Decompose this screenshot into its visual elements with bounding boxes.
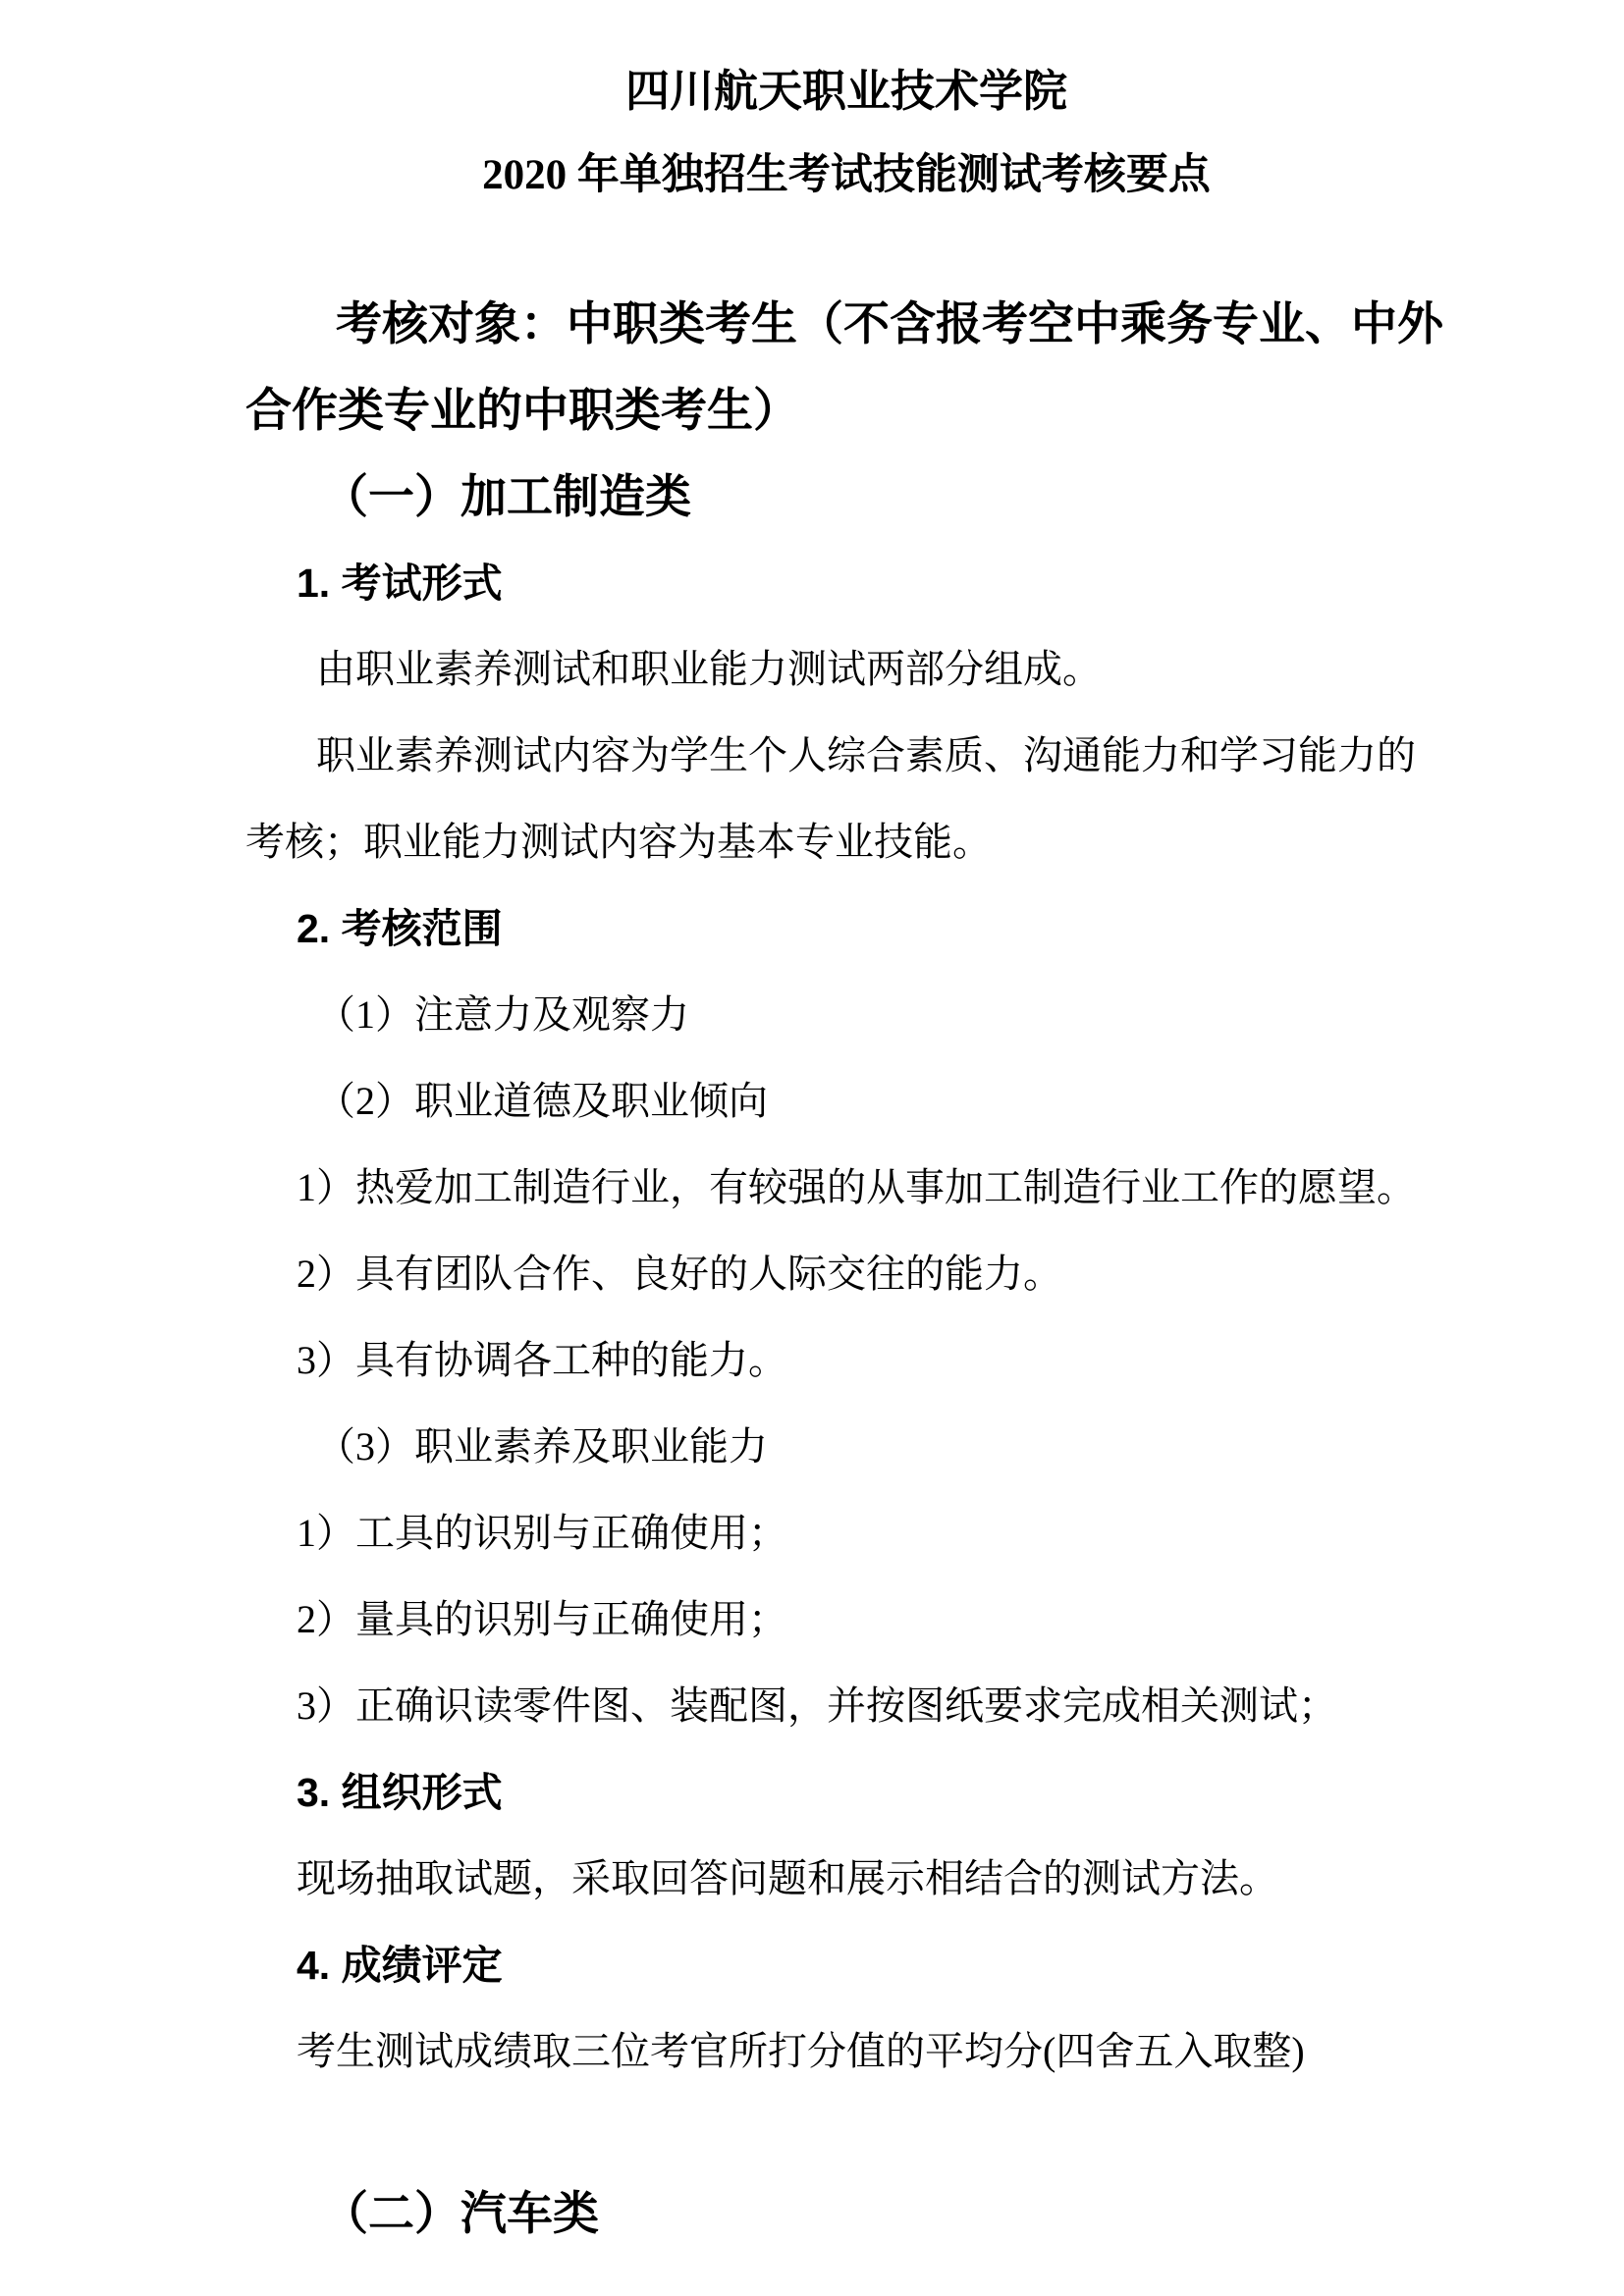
- objective-paragraph-line-2: 合作类专业的中职类考生）: [245, 384, 799, 436]
- heading-grading: 4. 成绩评定: [297, 1943, 503, 1988]
- heading-exam-format: 1. 考试形式: [297, 561, 503, 606]
- scope-item-1: （1）注意力及观察力: [316, 992, 689, 1037]
- section-gap: [245, 2095, 1447, 2170]
- scope-item-2-sub-3: 3）具有协调各工种的能力。: [297, 1338, 787, 1382]
- heading-organization: 3. 组织形式: [297, 1770, 503, 1815]
- objective-paragraph-line-1: 考核对象：中职类考生（不含报考空中乘务专业、中外: [336, 297, 1443, 349]
- doc-title-line-2: 2020 年单独招生考试技能测试考核要点: [482, 152, 1211, 198]
- body-quality-test-line-1: 职业素养测试内容为学生个人综合素质、沟通能力和学习能力的: [316, 733, 1416, 777]
- scope-item-3: （3）职业素养及职业能力: [316, 1424, 768, 1468]
- body-exam-format: 由职业素养测试和职业能力测试两部分组成。: [316, 647, 1102, 691]
- title-body-gap: [245, 218, 1447, 281]
- heading-scope: 2. 考核范围: [297, 906, 503, 951]
- section-1-heading: （一）加工制造类: [322, 470, 691, 522]
- scope-item-2-sub-2: 2）具有团队合作、良好的人际交往的能力。: [297, 1252, 1062, 1296]
- body-quality-test-line-2: 考核；职业能力测试内容为基本专业技能。: [245, 820, 992, 864]
- body-grading: 考生测试成绩取三位考官所打分值的平均分(四舍五入取整): [297, 2029, 1305, 2073]
- body-organization: 现场抽取试题，采取回答问题和展示相结合的测试方法。: [297, 1856, 1278, 1900]
- section-2-heading: （二）汽车类: [322, 2187, 599, 2239]
- scope-item-2-sub-1: 1）热爱加工制造行业，有较强的从事加工制造行业工作的愿望。: [297, 1165, 1416, 1209]
- doc-title-line-1: 四川航天职业技术学院: [624, 67, 1067, 116]
- scope-item-3-sub-2: 2）量具的识别与正确使用；: [297, 1597, 787, 1641]
- scope-item-2: （2）职业道德及职业倾向: [316, 1079, 768, 1123]
- scope-item-3-sub-3: 3）正确识读零件图、装配图，并按图纸要求完成相关测试；: [297, 1683, 1337, 1728]
- scope-item-3-sub-1: 1）工具的识别与正确使用；: [297, 1511, 787, 1555]
